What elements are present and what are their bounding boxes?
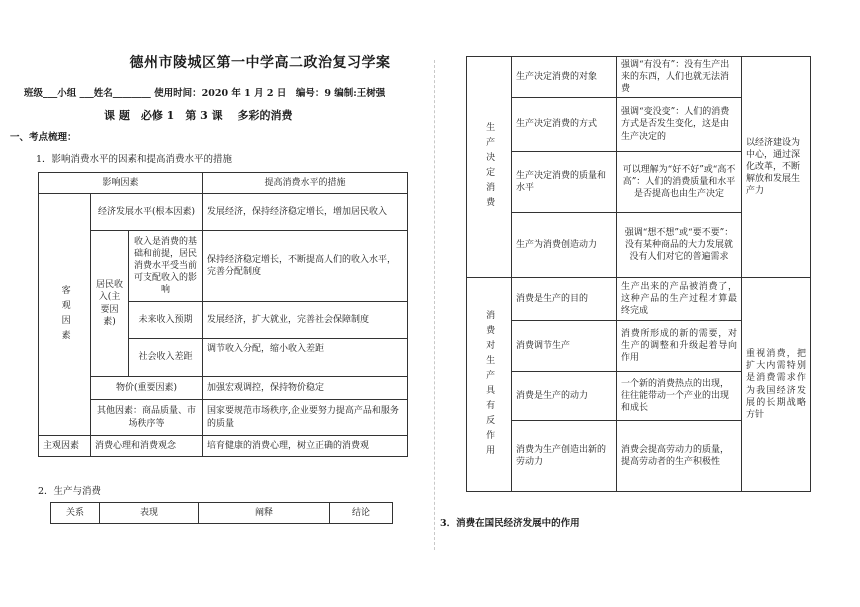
group-consumption-reacts: 消费对生产具有反作用: [466, 277, 512, 492]
row-purpose: 消费是生产的目的: [511, 277, 617, 321]
row-quality-desc: 可以理解为“好不好”或“高不高”：人们的消费质量和水平是否提高也由生产决定: [616, 151, 742, 213]
page-title: 德州市陵城区第一中学高二政治复习学案: [129, 55, 391, 71]
row-regulate-desc: 消费所形成的新的需要，对生产的调整和升级起着导向作用: [616, 320, 742, 372]
lesson-subject: 课 题 必修 1 第 3 课 多彩的消费: [104, 109, 293, 122]
economy-measure: 发展经济，保持经济稳定增长，增加居民收入: [202, 193, 408, 231]
row-object: 生产决定消费的对象: [511, 56, 617, 98]
row-object-desc: 强调“有没有”：没有生产出来的东西，人们也就无法消费: [616, 56, 742, 98]
section-heading: 一、考点梳理：: [10, 132, 77, 143]
subheading-production: 2．生产与消费: [38, 486, 102, 497]
conclusion-1: 以经济建设为中心，通过深化改革，不断解放和发展生产力: [741, 56, 811, 278]
objective-factors-label: 客观因素: [38, 193, 91, 436]
row-method-desc: 强调“变没变”：人们的消费方式是否发生变化，这是由生产决定的: [616, 97, 742, 152]
subjective-factors-label: 主观因素: [38, 435, 91, 457]
income-current: 收入是消费的基础和前提，居民消费水平受当前可支配收入的影响: [128, 230, 203, 302]
subheading-role: 3．消费在国民经济发展中的作用: [440, 518, 580, 529]
income-factor: 居民收入(主要因素): [90, 230, 129, 377]
row-labor-desc: 消费会提高劳动力的质量，提高劳动者的生产积极性: [616, 420, 742, 492]
income-expectation: 未来收入预期: [128, 301, 203, 339]
subheading-factors: 1．影响消费水平的因素和提高消费水平的措施: [36, 154, 233, 165]
conclusion-2: 重视消费，把扩大内需特别是消费需求作为我国经济发展的长期战略方针: [741, 277, 811, 492]
class-info-line: 班级___小组 ___姓名________ 使用时间：2020 年 1 月 2 日 编号：9 编制:王树强: [24, 88, 386, 99]
column-divider: [434, 60, 435, 550]
row-labor: 消费为生产创造出新的劳动力: [511, 420, 617, 492]
header-measure: 提高消费水平的措施: [202, 172, 408, 194]
header-conclusion: 结论: [329, 502, 393, 524]
income-gap: 社会收入差距: [128, 338, 203, 377]
row-regulate: 消费调节生产: [511, 320, 617, 372]
row-purpose-desc: 生产出来的产品被消费了，这种产品的生产过程才算最终完成: [616, 277, 742, 321]
header-manifestation: 表现: [99, 502, 199, 524]
price-measure: 加强宏观调控，保持物价稳定: [202, 376, 408, 400]
row-motivation: 生产为消费创造动力: [511, 212, 617, 278]
row-method: 生产决定消费的方式: [511, 97, 617, 152]
price-factor: 物价(重要因素): [90, 376, 203, 400]
row-quality: 生产决定消费的质量和水平: [511, 151, 617, 213]
row-power-desc: 一个新的消费热点的出现，往往能带动一个产业的出现和成长: [616, 371, 742, 421]
row-power: 消费是生产的动力: [511, 371, 617, 421]
header-factor: 影响因素: [38, 172, 203, 194]
income-current-measure: 保持经济稳定增长，不断提高人们的收入水平，完善分配制度: [202, 230, 408, 302]
row-motivation-desc: 强调“想不想”或“要不要”：没有某种商品的大力发展就没有人们对它的普遍需求: [616, 212, 742, 278]
other-factor: 其他因素：商品质量、市场秩序等: [90, 399, 203, 436]
economy-factor: 经济发展水平(根本因素): [90, 193, 203, 231]
header-explanation: 阐释: [198, 502, 330, 524]
group-production-decides: 生产决定消费: [466, 56, 512, 278]
income-expectation-measure: 发展经济，扩大就业，完善社会保障制度: [202, 301, 408, 339]
header-relation: 关系: [50, 502, 100, 524]
subjective-factor: 消费心理和消费观念: [90, 435, 203, 457]
other-measure: 国家要规范市场秩序,企业要努力提高产品和服务的质量: [202, 399, 408, 436]
income-gap-measure: 调节收入分配，缩小收入差距: [202, 338, 408, 377]
subjective-measure: 培育健康的消费心理，树立正确的消费观: [202, 435, 408, 457]
